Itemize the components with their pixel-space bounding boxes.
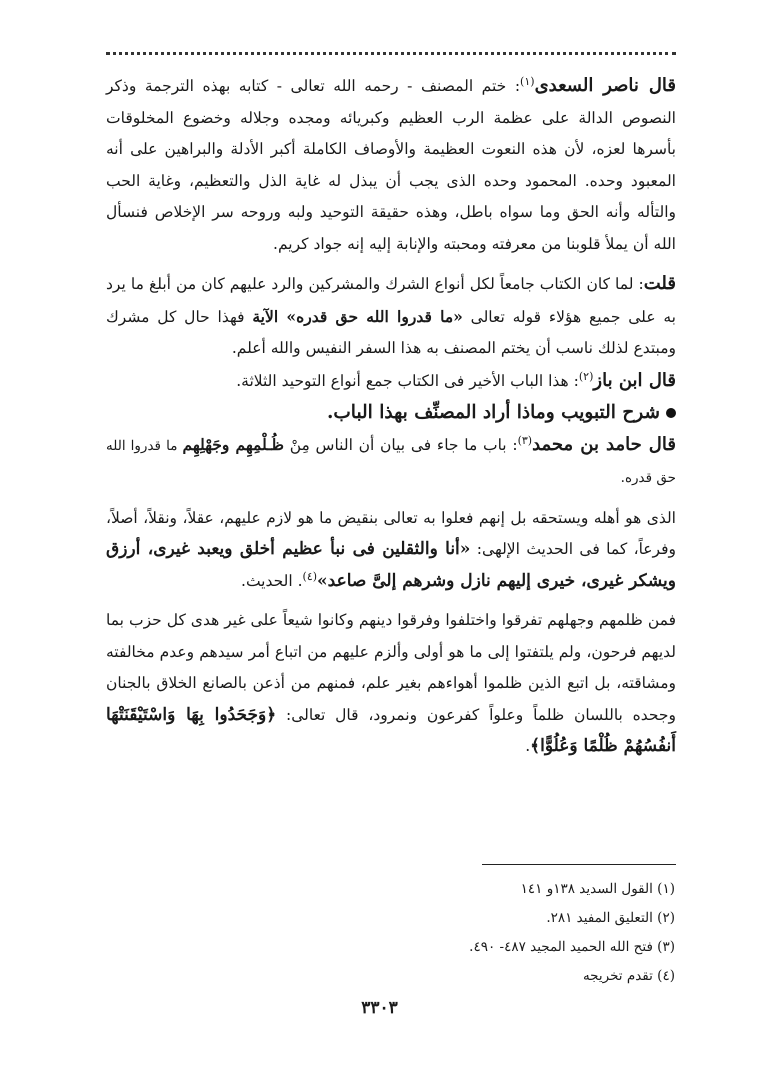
- footnote-mark-1: (١): [520, 74, 535, 88]
- speaker-qultu: قلت: [643, 273, 676, 294]
- paragraph-zulm: [106, 605, 676, 763]
- top-dotted-rule: [106, 52, 676, 55]
- paragraph-ibn-baz: [106, 365, 676, 398]
- footnote-mark-4: (٤): [302, 569, 318, 583]
- footnote-2: (٢) التعليق المفيد ٢٨١.: [546, 910, 675, 926]
- paragraph-qultu: [106, 268, 676, 365]
- footnote-separator: [482, 864, 676, 865]
- saadi-text: : ختم المصنف - رحمه الله تعالى - كتابه بهذه الترجمة وذكر النصوص الدالة على عظمة الرب العظيم وكبريائه ومجده وجلاله وخضوع المخلوقات بأسرها لعزه، لأن هذه النعوت العظيمة والأوصاف الكاملة أكبر الأدلة والبراهين على أنه المعبود وحده. المحمود وحده الذى يجب أن يبذل له غاية الذل والتعظيم، وغاية الحب والتأله وأنه الحق وما سواه باطل، وهذه حقيقة التوحيد ولبه وروحه سر الإخلاص فنسأل الله أن يملأ قلوبنا من معرفته ومحبته والإنابة إليه إنه جواد كريم.: [106, 77, 676, 253]
- paragraph-hamid: [106, 429, 676, 495]
- speaker-saadi: قال ناصر السعدى: [534, 75, 676, 96]
- footnote-1: (١) القول السديد ١٣٨و ١٤١: [520, 881, 675, 897]
- hamid-text-a: : باب ما جاء فى بيان أن الناس مِنْ: [283, 435, 518, 454]
- footnote-3: (٣) فتح الله الحميد المجيد ٤٨٧- ٤٩٠.: [469, 939, 675, 955]
- footnote-4: (٤) تقدم تخريجه: [582, 968, 675, 984]
- zulm-text: فمن ظلمهم وجهلهم تفرقوا واختلفوا وفرقوا دينهم وكانوا شيعاً على غير هدى كل حزب بما لديهم فرحون، ولم يلتفتوا إلى ما هو أولى وألزم عليهم من اتباع أمر سيدهم وعدم مخالفته ومشاقته، بل اتبع الذين ظلموا أهواءهم بغير علم، فمنهم من أذعن بالصانع الخلاق بالجنان وجحده باللسان ظلماً وعلواً كفرعون ونمرود، قال تعالى:: [106, 611, 676, 724]
- qultu-text-a: : لما كان الكتاب جامعاً لكل أنواع الشرك والمشركين والرد عليهم كان من أبلغ ما يرد به على جميع هؤلاء قوله تعالى: [106, 275, 676, 326]
- speaker-ibn-baz: قال ابن باز: [593, 369, 676, 391]
- quran-verse: ﴿وَجَحَدُوا بِهَا وَاسْتَيْقَنَتْهَا أَنفُسُهُمْ ظُلْمًا وَعُلُوًّا﴾: [106, 704, 676, 756]
- speaker-hamid: قال حامد بن محمد: [532, 433, 676, 455]
- hadith-text-a: الذى هو أهله ويستحقه بل إنهم فعلوا به تعالى بنقيض ما هو لازم عليهم، عقلاً، ونقلاً، أصلاً، وفرعاً، كما فى الحديث الإلهى:: [106, 508, 676, 558]
- footnote-mark-2: (٢): [578, 369, 594, 383]
- paragraph-hadith: [106, 503, 676, 598]
- paragraph-saadi: [106, 70, 676, 260]
- zulm-end: .: [525, 737, 531, 755]
- footnote-mark-3: (٣): [517, 433, 533, 447]
- ibn-baz-text: : هذا الباب الأخير فى الكتاب جمع أنواع التوحيد الثلاثة.: [236, 371, 579, 390]
- footnotes: [275, 875, 675, 991]
- section-heading-text: شرح التبويب وماذا أراد المصنِّف بهذا الباب.: [326, 402, 660, 423]
- main-text: [106, 70, 676, 763]
- hamid-text-b: ما قدروا الله حق قدره.: [106, 437, 676, 486]
- section-heading: [106, 397, 676, 429]
- page-number: ٣٣٠٣: [361, 998, 398, 1018]
- qultu-quote: «ما قدروا الله حق قدره» الآية: [252, 306, 463, 326]
- bullet-icon: [666, 408, 676, 418]
- hadith-text-b: . الحديث.: [241, 571, 303, 590]
- qultu-text-b: فهذا حال كل مشرك ومبتدع لذلك ناسب أن يختم المصنف به هذا السفر النفيس والله أعلم.: [106, 307, 676, 357]
- hadith-quote: «أنا والثقلين فى نبأ عظيم أخلق ويعبد غيرى، أرزق ويشكر غيرى، خيرى إليهم نازل وشرهم إلىَّ صاعد»: [106, 539, 676, 591]
- hamid-quote: ظُـلْمِهِم وجَهْلِهِم: [182, 434, 284, 454]
